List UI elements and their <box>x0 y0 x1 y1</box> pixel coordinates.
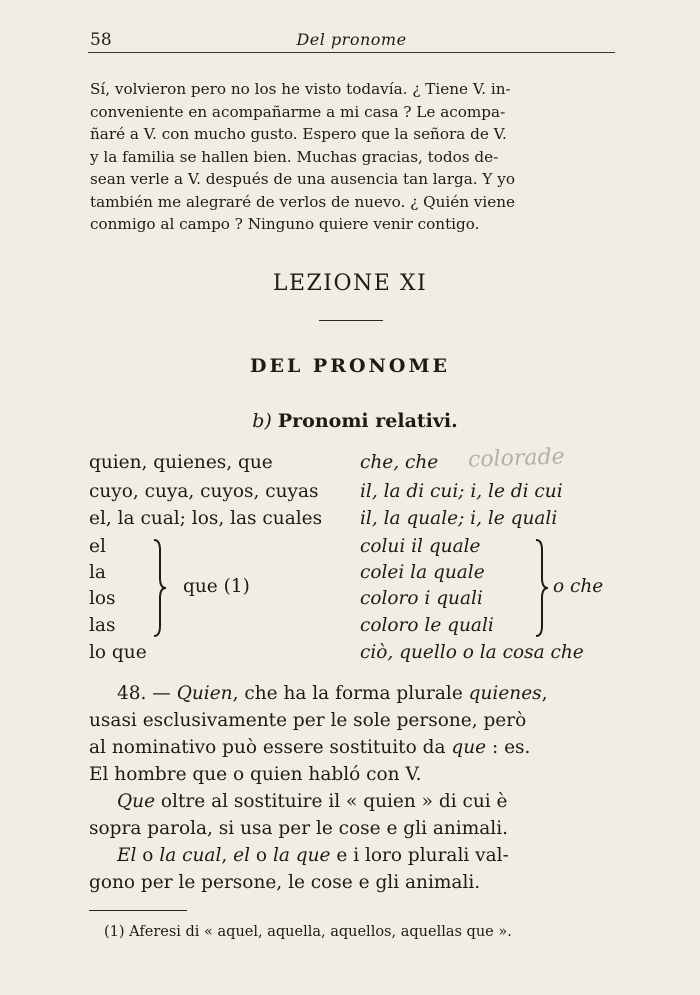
paragraph-el <box>89 842 617 896</box>
right-curly-brace <box>530 538 550 638</box>
para-line <box>89 842 617 869</box>
exercise-line: Sí, volvieron pero no los he visto todavía. ¿ Tiene V. in- <box>90 80 511 98</box>
pronoun-group-middle: que (1) <box>183 576 250 597</box>
text: oltre al sostituire il « quien » di cui è <box>155 791 508 812</box>
section-title: DEL PRONOME <box>250 355 450 377</box>
lesson-title: LEZIONE XI <box>272 271 428 296</box>
title-rule <box>319 320 383 321</box>
para-line: gono per le persone, le cose e gli animali. <box>89 872 481 893</box>
term-la-que: la que <box>272 845 331 866</box>
exercise-line: sean verle a V. después de una ausencia tan larga. Y yo <box>90 170 515 188</box>
pronoun-group-italian: colui il quale <box>360 536 481 557</box>
running-head <box>88 28 615 53</box>
subsection-title <box>0 410 700 432</box>
subsection-heading: Pronomi relativi. <box>277 410 458 432</box>
page-number: 58 <box>90 30 112 50</box>
term-la-cual: la cual <box>159 845 222 866</box>
pronoun-spanish: quien, quienes, que <box>89 452 273 473</box>
text: o <box>136 845 160 866</box>
para-line <box>89 680 617 707</box>
para-line <box>89 788 617 815</box>
pronoun-italian: che, che <box>360 452 439 473</box>
pronoun-group-italian: colei la quale <box>360 562 485 583</box>
pronoun-group-right: o che <box>553 576 604 597</box>
paragraph-48 <box>89 680 617 788</box>
text: al nominativo può essere sostituito da <box>89 737 452 758</box>
pronoun-spanish: cuyo, cuya, cuyos, cuyas <box>89 481 319 502</box>
para-line: El hombre que o quien habló con V. <box>89 764 422 785</box>
footnote-rule <box>89 910 187 911</box>
text: : es. <box>486 737 531 758</box>
pronoun-group-spanish: el <box>89 536 106 557</box>
exercise-line: ñaré a V. con mucho gusto. Espero que la señora de V. <box>90 125 507 143</box>
paragraph-que <box>89 788 617 842</box>
text: , <box>541 683 548 704</box>
text: o <box>250 845 273 866</box>
term-que: Que <box>117 791 156 812</box>
pronoun-group-italian: coloro le quali <box>360 615 494 636</box>
pronoun-italian: il, la quale; i, le quali <box>360 508 558 529</box>
left-curly-brace <box>150 538 170 638</box>
pencil-annotation: colorade <box>467 444 566 473</box>
pronoun-spanish: el, la cual; los, las cuales <box>89 508 323 529</box>
running-title: Del pronome <box>296 30 407 49</box>
exercise-line: conmigo al campo ? Ninguno quiere venir contigo. <box>90 215 480 233</box>
exercise-line: y la familia se hallen bien. Muchas gracias, todos de- <box>90 147 499 166</box>
exercise-line: conveniente en acompañarme a mi casa ? Le acompa- <box>90 102 506 121</box>
para-line: usasi esclusivamente per le sole persone, però <box>89 710 527 731</box>
pronoun-italian: il, la di cui; i, le di cui <box>360 481 563 502</box>
pronoun-group-spanish: los <box>89 588 116 609</box>
para-line <box>89 734 617 761</box>
footnote: (1) Aferesi di « aquel, aquella, aquellos, aquellas que ». <box>104 924 512 940</box>
pronoun-group-spanish: la <box>89 562 106 583</box>
pronoun-group-spanish: las <box>89 615 116 636</box>
text: , <box>221 845 234 866</box>
subsection-letter: b) <box>252 410 272 432</box>
term-quien: Quien <box>176 683 233 704</box>
paragraph-number: 48. — <box>117 683 171 704</box>
pronoun-italian: ciò, quello o la cosa che <box>360 642 584 663</box>
para-line: sopra parola, si usa per le cose e gli animali. <box>89 818 509 839</box>
text: , che ha la forma plurale <box>232 683 469 704</box>
exercise-line: también me alegraré de verlos de nuevo. ¿ Quién viene <box>90 192 516 211</box>
pronoun-spanish: lo que <box>89 642 147 663</box>
pronoun-group-italian: coloro i quali <box>360 588 483 609</box>
term-el: El <box>117 845 137 866</box>
term-quienes: quienes <box>468 683 542 704</box>
term-el: el <box>233 845 251 866</box>
term-que: que <box>451 737 487 758</box>
exercise-text <box>90 78 616 236</box>
text: e i loro plurali val- <box>330 845 509 866</box>
